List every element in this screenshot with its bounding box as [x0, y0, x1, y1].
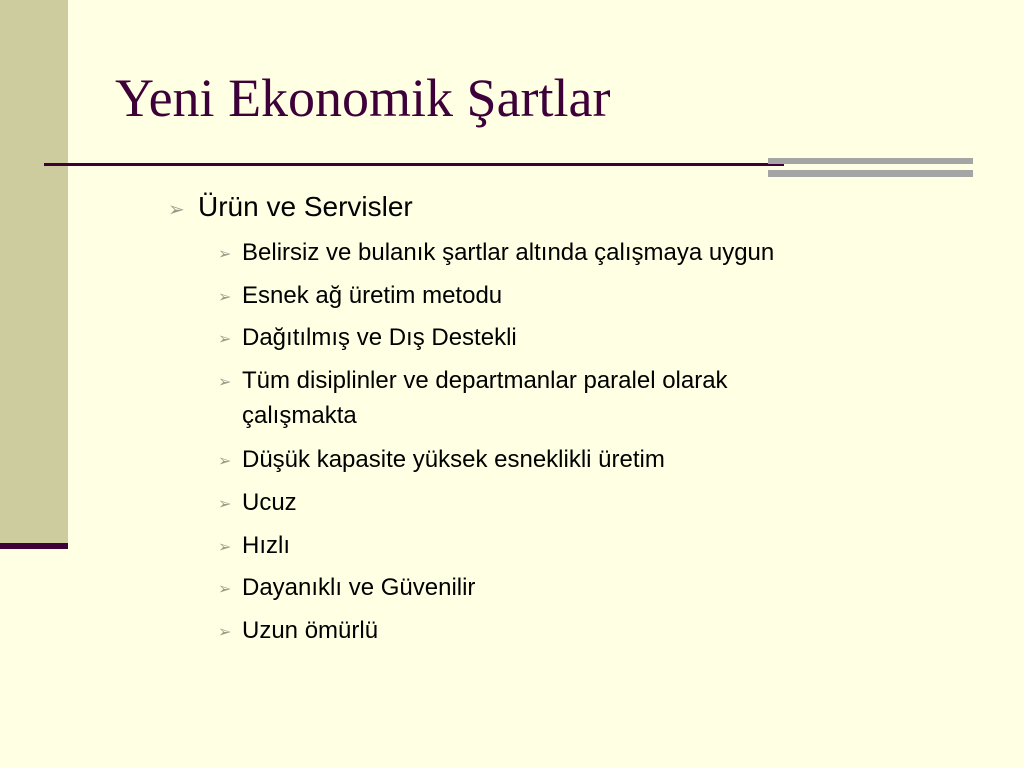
- bullet-arrow-icon: ➢: [168, 199, 185, 221]
- slide-title: Yeni Ekonomik Şartlar: [115, 68, 611, 128]
- bullet-arrow-icon: ➢: [218, 581, 232, 598]
- bullet-text: Düşük kapasite yüksek esneklikli üretim: [242, 446, 665, 473]
- bullet-arrow-icon: ➢: [218, 539, 232, 556]
- bullet-arrow-icon: ➢: [218, 246, 232, 263]
- bullet-arrow-icon: ➢: [218, 624, 232, 641]
- bullet-arrow-icon: ➢: [218, 374, 232, 391]
- bullet-text: Tüm disiplinler ve departmanlar paralel olarak: [242, 367, 728, 394]
- bullet-text: Belirsiz ve bulanık şartlar altında çalışmaya uygun: [242, 239, 775, 266]
- bullet-text: Esnek ağ üretim metodu: [242, 282, 503, 309]
- bullet-text: çalışmakta: [242, 402, 357, 429]
- bullet-arrow-icon: ➢: [218, 289, 232, 306]
- bullet-text: Dağıtılmış ve Dış Destekli: [242, 324, 517, 351]
- bullet-arrow-icon: ➢: [218, 331, 232, 348]
- bullet-text: Uzun ömürlü: [242, 617, 379, 644]
- bullet-arrow-icon: ➢: [218, 496, 232, 513]
- bullet-arrow-icon: ➢: [218, 453, 232, 470]
- bullet-text: Hızlı: [242, 532, 290, 559]
- bullet-text: Ürün ve Servisler: [198, 191, 413, 222]
- bullet-text: Dayanıklı ve Güvenilir: [242, 574, 476, 601]
- bullet-text: Ucuz: [242, 489, 297, 516]
